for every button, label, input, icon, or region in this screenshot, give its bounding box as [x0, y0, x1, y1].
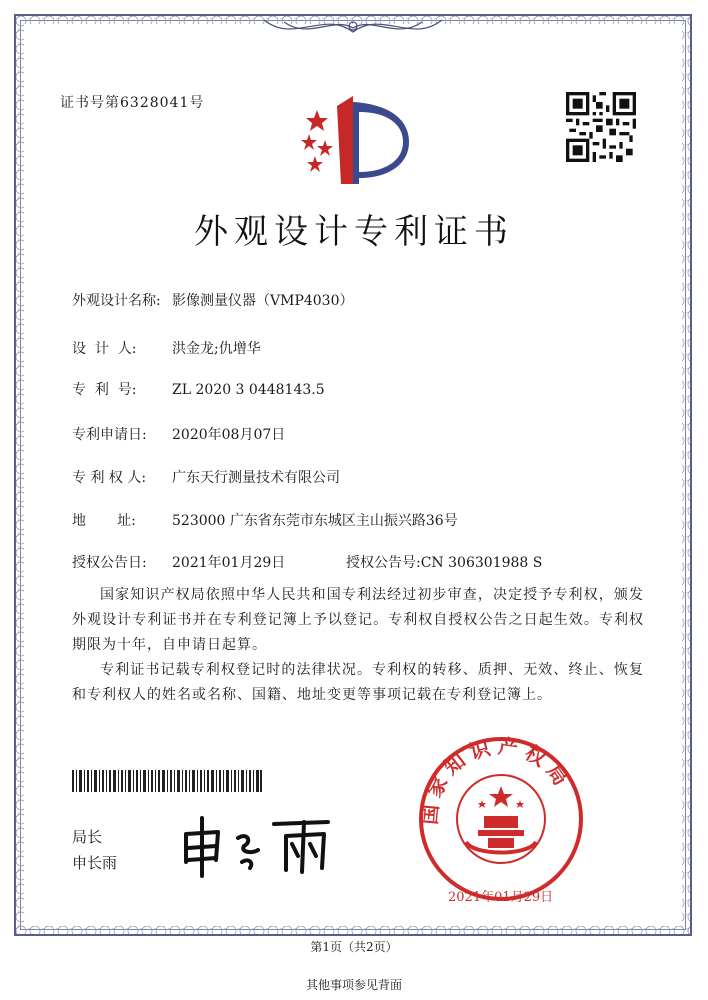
grant-date-value: 2021年01月29日: [172, 555, 286, 571]
qr-code: [566, 92, 636, 162]
patent-number-value: ZL 2020 3 0448143.5: [172, 382, 325, 398]
patentee-row: [72, 467, 340, 487]
designer-label: 设 计 人:: [72, 341, 137, 357]
grant-number-label: 授权公告号:: [346, 555, 421, 571]
director-signature: [178, 812, 358, 882]
address-row: [72, 510, 458, 530]
legal-status-paragraph: 专利证书记载专利权登记时的法律状况。专利权的转移、质押、无效、终止、恢复和专利权人的姓名或名称、国籍、地址变更等事项记载在专利登记簿上。: [72, 662, 644, 703]
design-name-label: 外观设计名称:: [72, 293, 161, 309]
designer-row: [72, 338, 261, 358]
certificate-number: 证书号第6328041号: [60, 95, 205, 111]
grant-number-value: CN 306301988 S: [420, 555, 543, 571]
grant-date-label: 授权公告日:: [72, 555, 147, 571]
patentee-value: 广东天行测量技术有限公司: [172, 470, 340, 486]
designer-value: 洪金龙;仇增华: [172, 341, 261, 357]
patent-number-row: [72, 379, 325, 399]
grant-number-row: [346, 552, 542, 572]
filing-date-value: 2020年08月07日: [172, 427, 286, 443]
address-label: 地 址:: [72, 513, 136, 529]
back-note: 其他事项参见背面: [305, 978, 402, 992]
patent-number-label: 专 利 号:: [72, 382, 137, 398]
address-value: 523000 广东省东莞市东城区主山振兴路36号: [172, 513, 458, 529]
patentee-label: 专 利 权 人:: [72, 470, 147, 486]
page-number: 第1页（共2页）: [310, 940, 398, 954]
grant-statement-paragraph: 国家知识产权局依照中华人民共和国专利法经过初步审查，决定授予专利权，颁发外观设计专利证书并在专利登记簿上予以登记。专利权自授权公告之日起生效。专利权期限为十年，自申请日起算。: [72, 587, 644, 653]
certificate-title: 外观设计专利证书: [194, 212, 514, 252]
grant-date-row: [72, 552, 285, 572]
director-name: 申长雨: [72, 854, 118, 872]
seal-date: 2021年01月29日: [448, 890, 554, 905]
filing-date-row: [72, 424, 285, 444]
design-name-row: [72, 290, 354, 310]
filing-date-label: 专利申请日:: [72, 427, 147, 443]
design-name-value: 影像测量仪器（VMP4030）: [172, 293, 354, 309]
barcode: [72, 770, 262, 792]
official-seal: [416, 734, 586, 904]
director-title: 局长: [72, 828, 103, 846]
seal-text: 国家知识产权局: [417, 734, 577, 826]
cnipa-logo: [295, 92, 413, 188]
